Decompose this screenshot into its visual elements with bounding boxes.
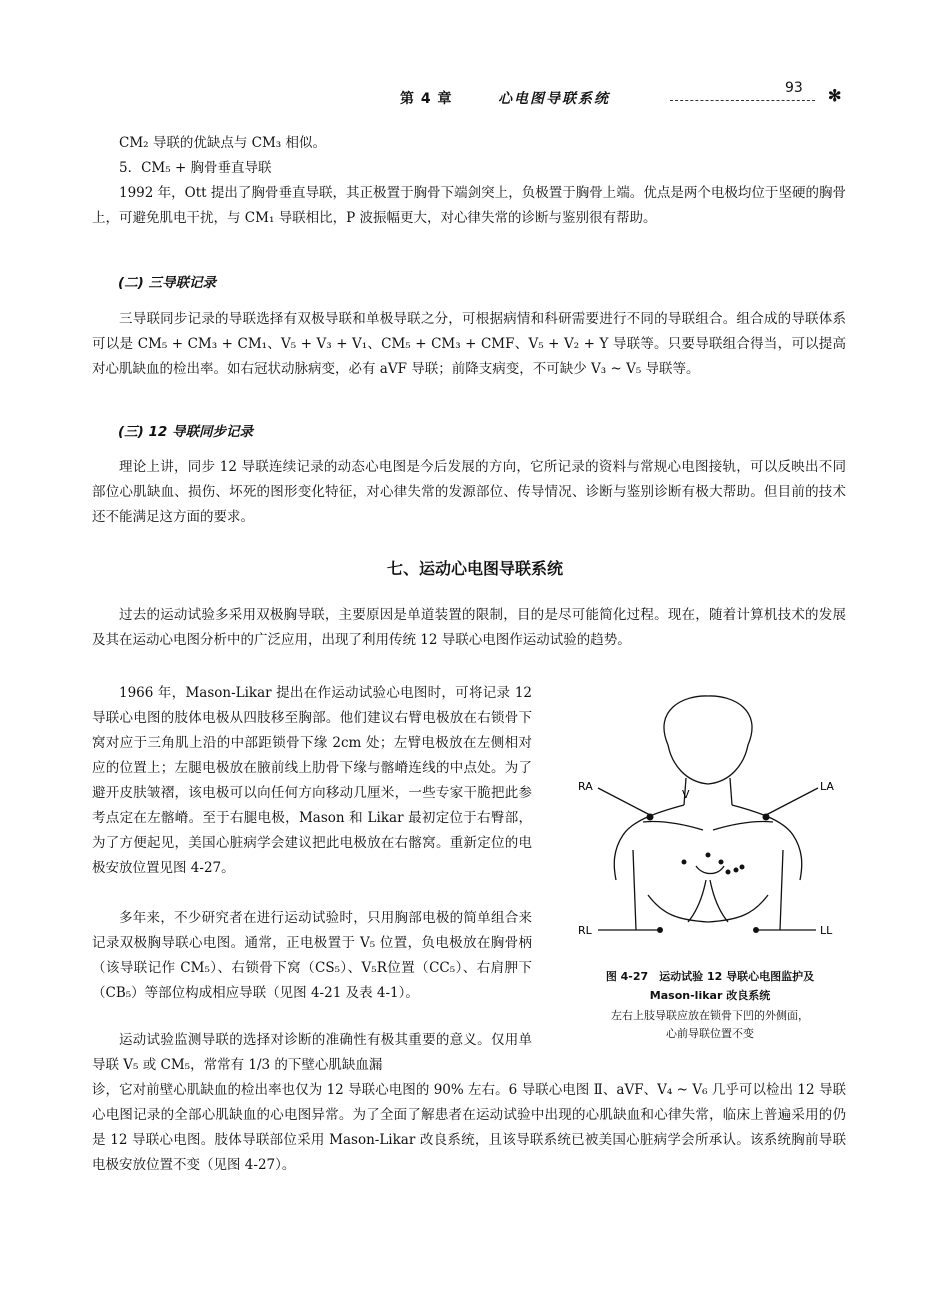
ra-electrode — [647, 814, 654, 821]
page-number: 93 — [785, 80, 803, 96]
neck-right — [730, 778, 732, 805]
v4-electrode — [726, 870, 731, 875]
label-ll: LL — [820, 924, 833, 937]
paragraph-exercise-intro: 过去的运动试验多采用双极胸导联，主要原因是单道装置的限制，目的是尽可能简化过程。现在，随着计算机技术的发展及其在运动心电图分析中的广泛应用，出现了利用传统 12 导联心电图作运动试验的趋势。 — [92, 607, 846, 648]
figure-4-27-diagram — [568, 690, 848, 960]
paragraph-lead-selection-cont: 诊，它对前壁心肌缺血的检出率也仅为 12 导联心电图的 90% 左右。6 导联心电图 Ⅱ、aVF、V₄ ~ V₆ 几乎可以检出 12 导联心电图记录的全部心肌缺血的心电图异常。为了全面了解患者在运动试验中出现的心肌缺血和心律失常，临床上普遍采用的仍是 12 导联心电图。肢体导联部位采用 Mason-Likar 改良系统，且该导联系统已被美国心脏病学会所承认。该系统胸前导联电极安放位置不变（见图 4-27）。 — [92, 1082, 846, 1173]
la-lead-wire — [766, 788, 818, 815]
paragraph-mason-likar: 1966 年，Mason-Likar 提出在作运动试验心电图时，可将记录 12 导联心电图的肢体电极从四肢移至胸部。他们建议右臂电极放在右锁骨下窝对应于三角肌上沿的中部距锁骨下缘 2cm 处；左臂电极放在左侧相对应的位置上；左腿电极放在腋前线上肋骨下缘与髂嵴连线的中点处。为了避开皮肤皱褶，该电极可以向任何方向移动几厘米，一些专家干脆把此参考点定在左髂嵴。至于右腿电极，Mason 和 Likar 最初定位于右臀部，为了方便起见，美国心脏病学会建议把此电极放在右髂窝。重新定位的电极安放位置见图 4-27。 — [92, 685, 532, 876]
torso-left — [633, 850, 636, 930]
paragraph-twelve-lead: 理论上讲，同步 12 导联连续记录的动态心电图是今后发展的方向，它所记录的资料与常规心电图接轨，可以反映出不同部位心肌缺血、损伤、坏死的图形变化特征，对心律失常的发源部位、传导情况、诊断与鉴别诊断有极大帮助。但目前的技术还不能满足这方面的要求。 — [92, 459, 846, 525]
header-ornament-icon: ✻ — [828, 86, 842, 105]
label-la: LA — [820, 780, 834, 793]
figure-caption-subtitle: Mason-likar 改良系统 — [649, 989, 771, 1002]
clavicle-right — [713, 821, 773, 830]
paragraph-three-lead: 三导联同步记录的导联选择有双极导联和单极导联之分，可根据病情和科研需要进行不同的导联组合。组合成的导联体系可以是 CM₅ + CM₃ + CM₁、V₅ + V₃ + V₁、CM₅ + CM₃ + CMF、V₅ + V₂ + Y 导联等。只要导联组合得当，可以提高对心肌缺血的检出率。如右冠状动脉病变，必有 aVF 导联；前降支病变，不可缺少 V₃ ~ V₅ 导联等。 — [92, 311, 846, 377]
paragraph-cm2: CM₂ 导联的优缺点与 CM₃ 相似。 — [119, 135, 327, 151]
la-electrode — [763, 814, 770, 821]
paragraph-ott-1992: 1992 年，Ott 提出了胸骨垂直导联，其正极置于胸骨下端剑突上，负极置于胸骨上端。优点是两个电极均位于坚硬的胸骨上，可避免肌电干扰，与 CM₁ 导联相比，P 波振幅更大，对心律失常的诊断与鉴别很有帮助。 — [92, 185, 846, 226]
v1-electrode — [682, 860, 687, 865]
ribline-right — [708, 895, 768, 922]
head-outline — [664, 696, 752, 784]
label-rl: RL — [578, 924, 592, 937]
clavicle-left — [643, 821, 703, 830]
label-v: V — [682, 788, 690, 801]
sternum-right — [710, 880, 728, 922]
rl-electrode — [657, 927, 663, 933]
v2-electrode — [706, 853, 711, 858]
torso-right — [780, 850, 783, 930]
ll-electrode — [753, 927, 759, 933]
xiphoid-curve — [696, 866, 724, 874]
list-item-cm5-sternal: 5．CM₅ + 胸骨垂直导联 — [119, 160, 272, 176]
header-rule — [670, 100, 815, 101]
figure-caption-title: 图 4-27 运动试验 12 导联心电图监护及 — [605, 970, 815, 983]
ra-lead-wire — [598, 788, 650, 815]
page-header — [330, 78, 850, 108]
paragraph-lead-selection: 运动试验监测导联的选择对诊断的准确性有极其重要的意义。仅用单导联 V₅ 或 CM₅，常常有 1/3 的下壁心肌缺血漏 — [92, 1032, 532, 1073]
v6-electrode — [740, 865, 745, 870]
chapter-label: 第 4 章 — [400, 91, 453, 107]
subheading-three-lead: (二) 三导联记录 — [118, 275, 217, 291]
section-title: 七、运动心电图导联系统 — [386, 559, 563, 578]
chapter-title: 心电图导联系统 — [498, 91, 610, 107]
paragraph-bipolar-chest: 多年来，不少研究者在进行运动试验时，只用胸部电极的简单组合来记录双极胸导联心电图。通常，正电极置于 V₅ 位置，负电极放在胸骨柄（该导联记作 CM₅）、右锁骨下窝（CS₅）、V₅R位置（CC₅）、右肩胛下（CB₅）等部位构成相应导联（见图 4-21 及表 4-1）。 — [92, 910, 532, 1001]
sternum-left — [688, 880, 706, 922]
v3-electrode — [719, 860, 724, 865]
v5-electrode — [734, 868, 739, 873]
subheading-twelve-lead: (三) 12 导联同步记录 — [118, 424, 254, 440]
ribline-left — [648, 895, 708, 922]
figure-caption-note-2: 心前导联位置不变 — [666, 1027, 754, 1040]
figure-caption-note-1: 左右上肢导联应放在锁骨下凹的外侧面， — [611, 1009, 809, 1022]
label-ra: RA — [578, 780, 593, 793]
